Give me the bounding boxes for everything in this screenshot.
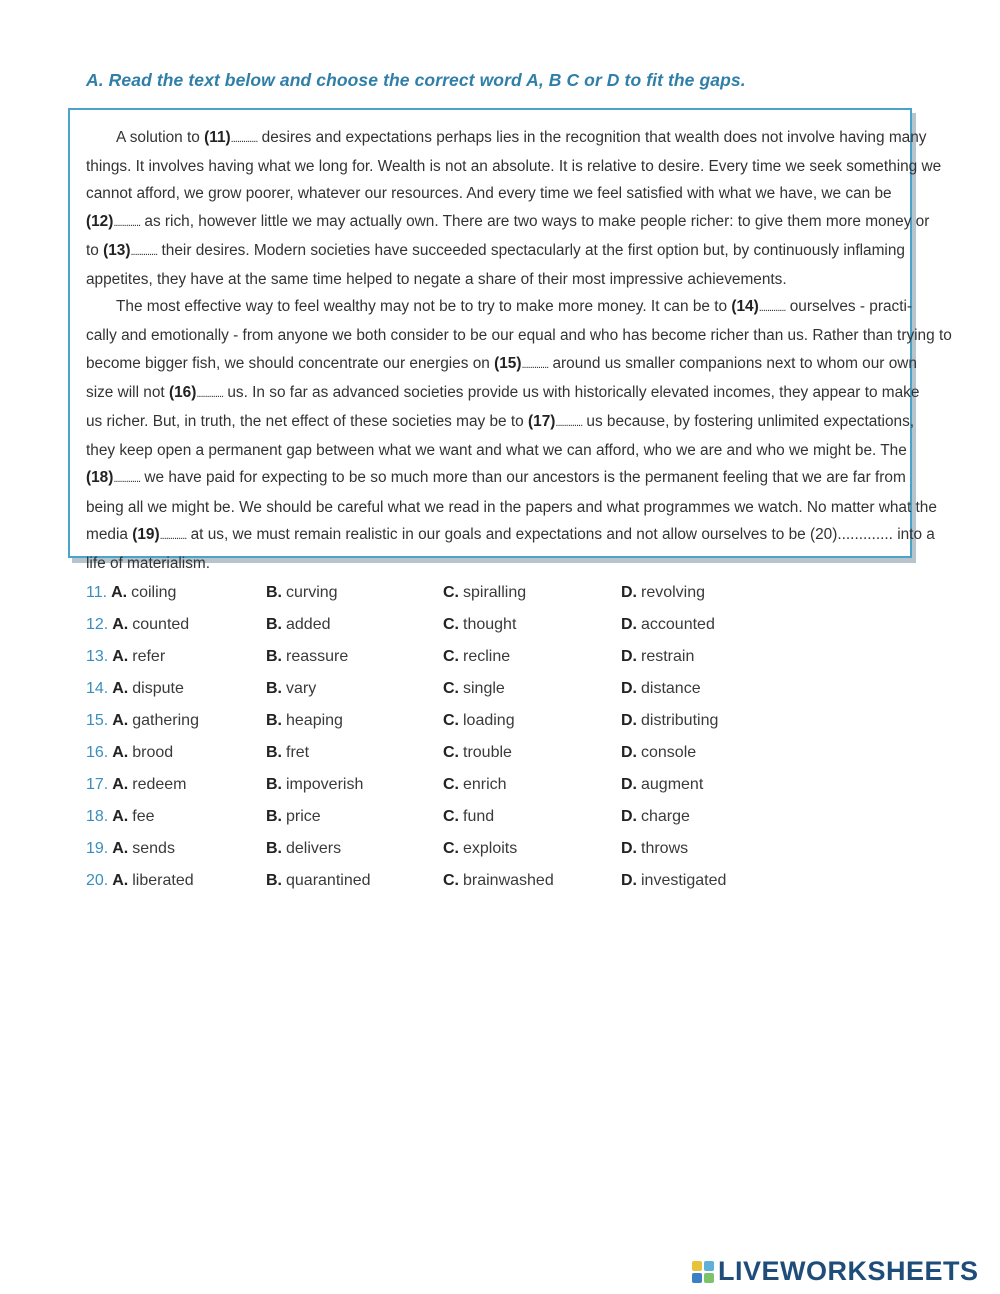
option-word: dispute [132, 680, 184, 697]
option-b[interactable] [266, 872, 371, 890]
option-letter: B. [266, 808, 282, 825]
option-word: loading [463, 712, 515, 729]
option-a[interactable] [86, 680, 184, 698]
question-row-17 [86, 776, 786, 808]
question-row-15 [86, 712, 786, 744]
option-b[interactable] [266, 616, 331, 634]
option-b[interactable] [266, 712, 343, 730]
option-word: trouble [463, 744, 512, 761]
option-b[interactable] [266, 648, 348, 666]
passage-text: as rich, however little we may actually own. There are two ways to make people richer: to give them more money or [140, 212, 930, 230]
instructions-heading: A. Read the text below and choose the correct word A, B C or D to fit the gaps. [86, 70, 746, 90]
passage-line [86, 322, 952, 349]
option-letter: D. [621, 776, 637, 793]
passage-text: ourselves - practi- [785, 298, 913, 316]
option-c[interactable] [443, 616, 516, 634]
gap-number: (17) [528, 413, 556, 431]
reading-passage [86, 124, 952, 577]
option-letter: A. [112, 648, 129, 665]
option-letter: C. [443, 872, 459, 889]
option-word: enrich [463, 776, 507, 793]
gap-number: (12) [86, 212, 114, 230]
gap-blank[interactable]: ............. [113, 473, 141, 486]
option-word: impoverish [286, 776, 364, 793]
passage-text: us because, by fostering unlimited expectations, [582, 413, 915, 431]
option-a[interactable] [86, 840, 175, 858]
passage-line [86, 550, 900, 577]
option-d[interactable] [621, 680, 701, 698]
option-word: vary [286, 680, 317, 697]
option-letter: D. [621, 680, 637, 697]
option-d[interactable] [621, 808, 690, 826]
option-letter: D. [621, 840, 637, 857]
option-letter: D. [621, 616, 637, 633]
option-word: console [641, 744, 697, 761]
option-d[interactable] [621, 712, 718, 730]
passage-text: us richer. But, in truth, the net effect of these societies may be to [86, 413, 529, 431]
gap-blank[interactable]: ............. [159, 529, 187, 542]
question-row-11 [86, 584, 786, 616]
option-letter: B. [266, 680, 282, 697]
option-word: recline [463, 648, 511, 665]
reading-passage-box [68, 108, 952, 573]
passage-text: around us smaller companions next to whom our own [548, 354, 917, 372]
option-word: augment [641, 776, 704, 793]
logo-square [704, 1261, 714, 1271]
passage-line [86, 521, 935, 550]
passage-text: they keep open a permanent gap between what we want and what we can afford, who we are and who we might be. The [86, 442, 907, 460]
question-row-19 [86, 840, 786, 872]
gap-blank[interactable]: ............. [230, 133, 258, 145]
option-letter: B. [266, 616, 282, 633]
option-c[interactable] [443, 776, 507, 794]
question-number: 12. [86, 616, 109, 633]
option-word: charge [641, 808, 690, 825]
option-letter: D. [621, 872, 637, 889]
option-a[interactable] [86, 776, 187, 794]
option-b[interactable] [266, 680, 316, 698]
question-number: 20. [86, 872, 109, 889]
passage-line [86, 437, 907, 464]
passage-text: A solution to [116, 129, 205, 146]
option-letter: B. [266, 840, 282, 857]
logo-square [692, 1261, 702, 1271]
option-letter: C. [443, 648, 459, 665]
option-letter: D. [621, 808, 637, 825]
passage-text: cally and emotionally - from anyone we both consider to be our equal and who has become richer than us. Rather than trying to [86, 327, 952, 345]
passage-text: we have paid for expecting to be so much more than our ancestors is the permanent feeling that we are far from [140, 469, 906, 487]
option-letter: B. [266, 872, 282, 889]
option-d[interactable] [621, 648, 694, 666]
passage-text: life of materialism. [86, 555, 211, 573]
option-c[interactable] [443, 648, 510, 666]
option-c[interactable] [443, 680, 505, 698]
option-letter: C. [443, 744, 459, 761]
option-letter: A. [112, 776, 129, 793]
option-word: revolving [641, 584, 706, 601]
gap-blank[interactable]: ............. [196, 387, 224, 400]
passage-text: appetites, they have at the same time helped to negate a share of their most impressive achievements. [86, 271, 787, 289]
option-letter: D. [621, 712, 637, 729]
option-b[interactable] [266, 744, 309, 762]
option-letter: B. [266, 744, 282, 761]
option-letter: A. [112, 616, 129, 633]
option-word: distance [641, 680, 701, 697]
question-number: 16. [86, 744, 109, 761]
gap-number: (15) [494, 354, 522, 372]
option-word: exploits [463, 840, 518, 857]
question-number: 17. [86, 776, 109, 793]
option-word: sends [132, 840, 175, 857]
option-word: liberated [132, 872, 194, 889]
option-a[interactable] [86, 744, 173, 762]
option-letter: A. [112, 872, 129, 889]
question-number: 13. [86, 648, 109, 665]
option-word: single [463, 680, 505, 697]
option-letter: A. [112, 744, 129, 761]
option-word: redeem [132, 776, 187, 793]
option-a[interactable] [86, 584, 176, 602]
option-c[interactable] [443, 712, 515, 730]
option-letter: D. [621, 648, 637, 665]
option-word: added [286, 616, 331, 633]
option-b[interactable] [266, 840, 341, 858]
option-word: reassure [286, 648, 349, 665]
brand-text: LIVEWORKSHEETS [718, 1256, 979, 1286]
passage-text: desires and expectations perhaps lies in the recognition that wealth does not involve having many [257, 129, 927, 146]
passage-line [86, 266, 900, 293]
option-word: fret [286, 744, 310, 761]
option-word: price [286, 808, 321, 825]
option-word: restrain [641, 648, 695, 665]
option-letter: B. [266, 584, 282, 601]
option-word: thought [463, 616, 517, 633]
passage-line [86, 124, 927, 153]
option-d[interactable] [621, 840, 688, 858]
question-row-14 [86, 680, 786, 712]
option-word: counted [132, 616, 190, 633]
option-word: fund [463, 808, 495, 825]
passage-text: us. In so far as advanced societies provide us with historically elevated incomes, they appear to make [223, 383, 920, 401]
question-number: 19. [86, 840, 109, 857]
question-number: 18. [86, 808, 109, 825]
passage-text: to [86, 241, 104, 259]
option-word: distributing [641, 712, 719, 729]
option-c[interactable] [443, 808, 494, 826]
option-b[interactable] [266, 776, 363, 794]
option-word: throws [641, 840, 689, 857]
passage-text: become bigger fish, we should concentrate our energies on [86, 354, 495, 372]
question-row-16 [86, 744, 786, 776]
question-row-13 [86, 648, 786, 680]
option-word: spiralling [463, 584, 527, 601]
option-letter: C. [443, 584, 459, 601]
liveworksheets-logo-icon [692, 1261, 714, 1283]
gap-blank[interactable]: ............. [555, 417, 583, 430]
passage-text: things. It involves having what we long for. Wealth is not an absolute. It is relative to desire. Every time we seek something we [86, 158, 942, 176]
option-word: quarantined [286, 872, 371, 889]
option-b[interactable] [266, 808, 321, 826]
passage-line [86, 180, 900, 207]
option-d[interactable] [621, 776, 703, 794]
option-word: investigated [641, 872, 727, 889]
gap-number: (14) [731, 298, 759, 316]
option-a[interactable] [86, 648, 165, 666]
option-word: curving [286, 584, 338, 601]
logo-square [704, 1273, 714, 1283]
option-letter: C. [443, 808, 459, 825]
option-a[interactable] [86, 712, 199, 730]
passage-line [86, 464, 906, 493]
option-c[interactable] [443, 744, 512, 762]
option-letter: B. [266, 712, 282, 729]
passage-line [86, 379, 920, 408]
option-b[interactable] [266, 584, 338, 602]
passage-text: cannot afford, we grow poorer, whatever our resources. And every time we feel satisfied with what we have, we can be [86, 185, 892, 203]
passage-line [86, 237, 905, 266]
option-word: heaping [286, 712, 343, 729]
gap-blank[interactable]: ............. [113, 216, 141, 229]
option-word: delivers [286, 840, 342, 857]
option-word: fee [132, 808, 155, 825]
option-letter: A. [112, 808, 129, 825]
passage-text: at us, we must remain realistic in our goals and expectations and not allow ourselves to be (20)............. into a [186, 525, 935, 543]
passage-line [86, 293, 913, 322]
option-letter: C. [443, 776, 459, 793]
option-word: brainwashed [463, 872, 554, 889]
option-letter: A. [112, 840, 129, 857]
option-letter: C. [443, 616, 459, 633]
gap-number: (18) [86, 469, 114, 487]
option-word: coiling [131, 584, 177, 601]
gap-blank[interactable]: ............. [130, 245, 158, 258]
option-letter: B. [266, 648, 282, 665]
option-word: gathering [132, 712, 199, 729]
gap-number: (19) [132, 525, 160, 543]
option-letter: D. [621, 584, 637, 601]
question-row-12 [86, 616, 786, 648]
gap-number: (11) [204, 129, 231, 146]
option-letter: C. [443, 712, 459, 729]
option-letter: C. [443, 840, 459, 857]
question-number: 14. [86, 680, 109, 697]
gap-blank[interactable]: ............. [758, 302, 786, 315]
option-d[interactable] [621, 616, 715, 634]
option-letter: D. [621, 744, 637, 761]
option-c[interactable] [443, 840, 517, 858]
question-row-18 [86, 808, 786, 840]
question-number: 11. [86, 584, 108, 601]
passage-text: their desires. Modern societies have succeeded spectacularly at the first option but, by continuously inflaming [157, 241, 905, 259]
gap-number: (13) [103, 241, 131, 259]
option-letter: A. [112, 680, 129, 697]
option-word: brood [132, 744, 174, 761]
option-letter: A. [111, 584, 128, 601]
option-d[interactable] [621, 872, 726, 890]
passage-line [86, 153, 942, 180]
passage-line [86, 208, 930, 237]
question-number: 15. [86, 712, 109, 729]
gap-blank[interactable]: ............. [521, 358, 549, 371]
option-c[interactable] [443, 584, 526, 602]
option-d[interactable] [621, 744, 696, 762]
gap-number: (16) [168, 383, 197, 401]
passage-line [86, 494, 937, 521]
question-row-20 [86, 872, 786, 904]
logo-square [692, 1273, 702, 1283]
option-a[interactable] [86, 872, 194, 890]
option-word: refer [132, 648, 166, 665]
option-c[interactable] [443, 872, 554, 890]
option-word: accounted [641, 616, 715, 633]
passage-line [86, 350, 917, 379]
liveworksheets-brand [692, 1256, 979, 1287]
passage-text: The most effective way to feel wealthy may not be to try to make more money. It can be to [116, 298, 732, 316]
passage-text: being all we might be. We should be careful what we read in the papers and what programmes we watch. No matter what the [86, 498, 937, 516]
option-d[interactable] [621, 584, 705, 602]
option-a[interactable] [86, 808, 155, 826]
option-letter: C. [443, 680, 459, 697]
passage-text: size will not [86, 383, 169, 401]
passage-text: media [86, 525, 133, 543]
option-letter: A. [112, 712, 129, 729]
option-a[interactable] [86, 616, 189, 634]
option-letter: B. [266, 776, 282, 793]
passage-line [86, 408, 915, 437]
answer-options-list [86, 584, 786, 904]
